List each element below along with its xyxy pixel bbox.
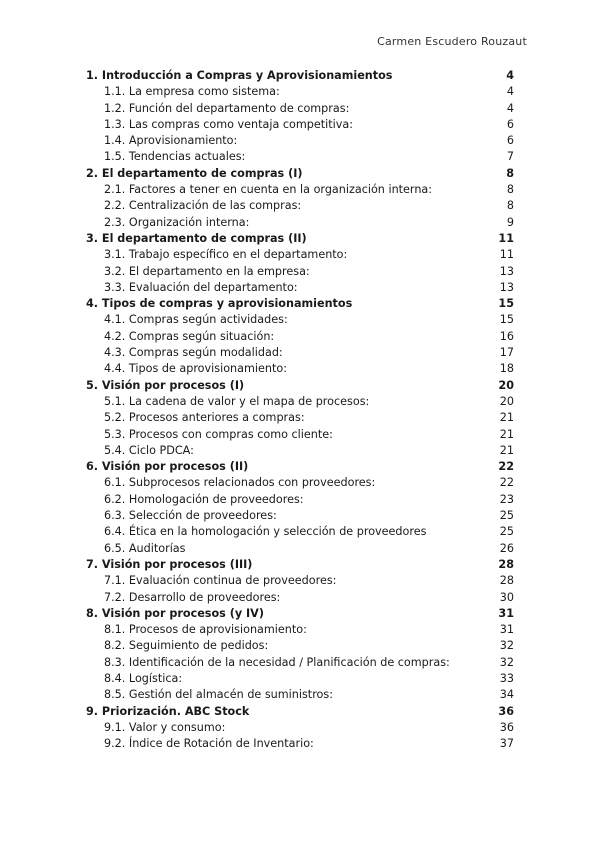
toc-entry-page-number: 17 — [499, 346, 514, 360]
toc-entry-title: 8. Visión por procesos (y IV) — [86, 606, 264, 620]
toc-entry-title: 5.1. La cadena de valor y el mapa de procesos: — [104, 394, 370, 408]
toc-section-entry[interactable] — [86, 590, 514, 606]
toc-entry-title: 4.1. Compras según actividades: — [104, 313, 288, 327]
toc-entry-title: 6.4. Ética en la homologación y selección de proveedores — [104, 525, 427, 539]
toc-chapter-entry[interactable] — [86, 606, 514, 622]
toc-entry-title: 8.5. Gestión del almacén de suministros: — [104, 688, 333, 702]
toc-section-entry[interactable] — [86, 84, 514, 100]
toc-entry-title: 9. Priorización. ABC Stock — [86, 704, 250, 718]
toc-entry-page-number: 32 — [499, 655, 514, 669]
toc-entry-title: 1.4. Aprovisionamiento: — [104, 134, 238, 148]
toc-entry-page-number: 21 — [499, 411, 514, 425]
toc-entry-title: 2.3. Organización interna: — [104, 215, 250, 229]
table-of-contents — [86, 68, 514, 752]
toc-chapter-entry[interactable] — [86, 296, 514, 312]
toc-entry-title: 6.3. Selección de proveedores: — [104, 509, 277, 523]
toc-section-entry[interactable] — [86, 492, 514, 508]
toc-entry-page-number: 23 — [499, 492, 514, 506]
toc-chapter-entry[interactable] — [86, 68, 514, 84]
toc-section-entry[interactable] — [86, 410, 514, 426]
toc-section-entry[interactable] — [86, 394, 514, 410]
toc-entry-title: 3.3. Evaluación del departamento: — [104, 280, 298, 294]
toc-section-entry[interactable] — [86, 622, 514, 638]
toc-entry-page-number: 28 — [498, 557, 514, 571]
toc-entry-page-number: 16 — [499, 329, 514, 343]
toc-entry-page-number: 8 — [506, 166, 514, 180]
toc-section-entry[interactable] — [86, 655, 514, 671]
toc-entry-title: 4.4. Tipos de aprovisionamiento: — [104, 362, 287, 376]
toc-entry-page-number: 4 — [506, 69, 514, 82]
toc-section-entry[interactable] — [86, 247, 514, 263]
toc-entry-page-number: 13 — [499, 280, 514, 294]
toc-section-entry[interactable] — [86, 736, 514, 752]
toc-entry-title: 5.2. Procesos anteriores a compras: — [104, 411, 305, 425]
toc-entry-title: 7.2. Desarrollo de proveedores: — [104, 590, 281, 604]
toc-section-entry[interactable] — [86, 264, 514, 280]
toc-entry-title: 2. El departamento de compras (I) — [86, 166, 303, 180]
toc-section-entry[interactable] — [86, 427, 514, 443]
toc-entry-page-number: 20 — [499, 394, 514, 408]
toc-chapter-entry[interactable] — [86, 704, 514, 720]
toc-section-entry[interactable] — [86, 687, 514, 703]
toc-section-entry[interactable] — [86, 149, 514, 165]
toc-section-entry[interactable] — [86, 345, 514, 361]
toc-section-entry[interactable] — [86, 524, 514, 540]
toc-entry-title: 3.1. Trabajo específico en el departamento: — [104, 248, 348, 262]
toc-section-entry[interactable] — [86, 182, 514, 198]
toc-section-entry[interactable] — [86, 215, 514, 231]
toc-entry-title: 1. Introducción a Compras y Aprovisionamientos — [86, 69, 393, 82]
toc-entry-page-number: 32 — [499, 639, 514, 653]
toc-entry-page-number: 21 — [499, 443, 514, 457]
toc-entry-page-number: 4 — [506, 101, 514, 115]
toc-entry-page-number: 30 — [499, 590, 514, 604]
toc-section-entry[interactable] — [86, 101, 514, 117]
toc-entry-title: 7.1. Evaluación continua de proveedores: — [104, 574, 337, 588]
toc-entry-title: 6.1. Subprocesos relacionados con proveedores: — [104, 476, 376, 490]
toc-entry-page-number: 36 — [499, 720, 514, 734]
toc-entry-page-number: 4 — [506, 85, 514, 99]
toc-section-entry[interactable] — [86, 280, 514, 296]
toc-entry-title: 7. Visión por procesos (III) — [86, 557, 253, 571]
toc-entry-page-number: 25 — [499, 509, 514, 523]
toc-section-entry[interactable] — [86, 198, 514, 214]
toc-section-entry[interactable] — [86, 638, 514, 654]
toc-entry-page-number: 21 — [499, 427, 514, 441]
toc-entry-title: 5.4. Ciclo PDCA: — [104, 443, 194, 457]
toc-entry-page-number: 28 — [499, 574, 514, 588]
toc-entry-title: 3. El departamento de compras (II) — [86, 231, 307, 245]
toc-entry-title: 1.5. Tendencias actuales: — [104, 150, 246, 164]
toc-entry-title: 4.3. Compras según modalidad: — [104, 346, 283, 360]
toc-section-entry[interactable] — [86, 720, 514, 736]
toc-chapter-entry[interactable] — [86, 557, 514, 573]
toc-section-entry[interactable] — [86, 443, 514, 459]
toc-entry-title: 1.2. Función del departamento de compras: — [104, 101, 350, 115]
toc-entry-title: 8.1. Procesos de aprovisionamiento: — [104, 623, 307, 637]
toc-chapter-entry[interactable] — [86, 166, 514, 182]
toc-section-entry[interactable] — [86, 361, 514, 377]
toc-entry-title: 6.5. Auditorías — [104, 541, 186, 555]
toc-section-entry[interactable] — [86, 541, 514, 557]
toc-section-entry[interactable] — [86, 573, 514, 589]
toc-entry-page-number: 26 — [499, 541, 514, 555]
running-header-author: Carmen Escudero Rouzaut — [377, 35, 527, 48]
toc-chapter-entry[interactable] — [86, 231, 514, 247]
toc-entry-title: 9.2. Índice de Rotación de Inventario: — [104, 737, 314, 751]
toc-entry-page-number: 31 — [498, 606, 514, 620]
toc-entry-page-number: 15 — [499, 313, 514, 327]
toc-entry-title: 3.2. El departamento en la empresa: — [104, 264, 310, 278]
toc-entry-page-number: 31 — [499, 623, 514, 637]
toc-section-entry[interactable] — [86, 671, 514, 687]
toc-entry-page-number: 22 — [498, 460, 514, 474]
toc-entry-page-number: 7 — [506, 150, 514, 164]
toc-entry-page-number: 8 — [506, 199, 514, 213]
toc-entry-page-number: 11 — [499, 248, 514, 262]
toc-entry-page-number: 36 — [498, 704, 514, 718]
toc-entry-page-number: 13 — [499, 264, 514, 278]
toc-entry-title: 4. Tipos de compras y aprovisionamientos — [86, 297, 353, 311]
toc-chapter-entry[interactable] — [86, 459, 514, 475]
toc-entry-title: 9.1. Valor y consumo: — [104, 720, 226, 734]
toc-entry-page-number: 6 — [506, 134, 514, 148]
toc-section-entry[interactable] — [86, 475, 514, 491]
toc-entry-page-number: 18 — [499, 362, 514, 376]
toc-entry-page-number: 33 — [499, 671, 514, 685]
toc-section-entry[interactable] — [86, 133, 514, 149]
toc-entry-page-number: 15 — [498, 297, 514, 311]
toc-chapter-entry[interactable] — [86, 378, 514, 394]
toc-entry-title: 1.1. La empresa como sistema: — [104, 85, 280, 99]
toc-entry-page-number: 34 — [499, 688, 514, 702]
toc-entry-page-number: 22 — [499, 476, 514, 490]
toc-entry-title: 6. Visión por procesos (II) — [86, 460, 249, 474]
toc-entry-title: 8.2. Seguimiento de pedidos: — [104, 639, 269, 653]
toc-entry-page-number: 6 — [506, 117, 514, 131]
toc-entry-title: 2.1. Factores a tener en cuenta en la organización interna: — [104, 183, 433, 197]
toc-entry-title: 5. Visión por procesos (I) — [86, 378, 245, 392]
toc-entry-title: 1.3. Las compras como ventaja competitiva: — [104, 117, 353, 131]
toc-entry-title: 6.2. Homologación de proveedores: — [104, 492, 304, 506]
toc-entry-title: 5.3. Procesos con compras como cliente: — [104, 427, 333, 441]
toc-entry-page-number: 11 — [498, 231, 514, 245]
toc-entry-title: 8.4. Logística: — [104, 671, 183, 685]
toc-entry-page-number: 9 — [506, 215, 514, 229]
toc-section-entry[interactable] — [86, 117, 514, 133]
toc-entry-title: 8.3. Identificación de la necesidad / Planificación de compras: — [104, 655, 450, 669]
toc-section-entry[interactable] — [86, 508, 514, 524]
toc-entry-page-number: 37 — [499, 737, 514, 751]
toc-entry-title: 4.2. Compras según situación: — [104, 329, 275, 343]
toc-section-entry[interactable] — [86, 312, 514, 328]
toc-entry-title: 2.2. Centralización de las compras: — [104, 199, 302, 213]
toc-entry-page-number: 20 — [498, 378, 514, 392]
toc-entry-page-number: 25 — [499, 525, 514, 539]
toc-entry-page-number: 8 — [506, 183, 514, 197]
toc-section-entry[interactable] — [86, 329, 514, 345]
